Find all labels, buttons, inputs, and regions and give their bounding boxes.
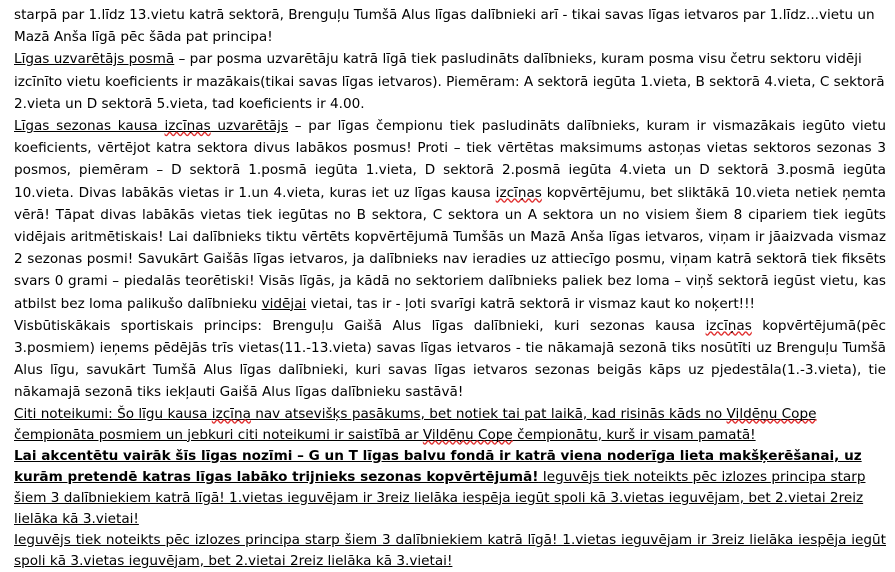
paragraph-prize-fund (14, 446, 886, 530)
stage-winner-heading: Līgas uzvarētājs posmā (14, 51, 175, 68)
lottery-text: Ieguvējs tiek noteikts pēc izlozes principa starp šiem 3 dalībniekiem katrā līgā! 1.vietas ieguvējam ir 3reiz lielāka iespēja iegūt spoli kā 3.vietas ieguvējam, bet 2.vietai 2reiz lielāka kā 3.vietai! (14, 531, 886, 569)
prize-fund-text: Ieguvējs tiek noteikts pēc izlozes principa starp šiem 3 dalībniekiem katrā līgā! 1.vietas ieguvējam ir 3reiz lielāka iespēja iegūt spoli kā 3.vietas ieguvējam, bet 2.vietai 2reiz lielāka kā 3.vietai! (14, 468, 866, 527)
document-body (14, 4, 886, 572)
underlined-word: vidējai (261, 295, 307, 312)
paragraph-lottery (14, 530, 886, 572)
paragraph-stage-winner (14, 48, 886, 115)
prize-fund-bold: Lai akcentētu vairāk šīs līgas nozīmi – G un T līgas balvu fondā ir katrā viena noderīga lieta makšķerēšanai, uz kurām pretendē katras līgas labāko trijnieks sezonas kopvērtējumā! (14, 447, 862, 485)
spellcheck-word: izcīņas (495, 184, 542, 201)
spellcheck-word: Vildēņu Cope (726, 405, 817, 422)
paragraph-intro (14, 4, 886, 48)
spellcheck-word: izcīņa (211, 405, 251, 422)
paragraph-other-rules: Citi noteikumi: Šo līgu kausa izcīņa nav atsevišķs pasākums, bet notiek tai pat laikā, kad risinās kāds no Vildēņu Cope čempionāta posmiem un jebkuri citi noteikumi ir saistībā ar Vildēņu Cope čempionātu, kurš ir visam pamatā! (14, 405, 817, 443)
spellcheck-word: izcīņas (705, 317, 752, 334)
paragraph-season-cup-winner: Līgas sezonas kausa izcīņas uzvarētājs – par līgas čempionu tiek pasludināts dalībnieks, kuram ir vismazākais iegūto vietu koeficients, vērtējot katra sektora divus labākos posmus! Proti – tiek vērtētas maksimums astoņas vietas sektoros sezonas 3 posmos, piemēram – D sektorā 1.posmā iegūta 1.vieta, D sektorā 2.posmā iegūta 4.vieta un D sektorā 3.posmā iegūta 10.vieta. Divas labākās vietas ir 1.un 4.vieta, kuras iet uz līgas kausa izcīņas kopvērtējumu, bet sliktākā 10.vieta netiek ņemta vērā! Tāpat divas labākās vietas tiek iegūtas no B sektora, C sektora un A sektora un no visiem šiem 8 cipariem tiek iegūts vidējais aritmētiskais! Lai dalībnieks tiktu vērtēts kopvērtējumā Tumšās un Mazā Anša līgas ietvaros, viņam ir jāaizvada vismaz 2 sezonas posmi! Savukārt Gaišās līgas ietvaros, ja dalībnieks nav ieradies uz attiecīgo posmu, viņam katrā sektorā tiek fiksēts svars 0 grami – piedalās teorētiski! Visās līgās, ja kādā no sektoriem dalībnieks paliek bez loma – viņš sektorā iegūst vietu, kas atbilst bez loma palikušo dalībnieku vidējai vietai, tas ir - ļoti svarīgi katrā sektorā ir vismaz kaut ko noķert!!! (14, 118, 886, 312)
season-cup-heading: Līgas sezonas kausa izcīņas uzvarētājs (14, 118, 289, 135)
paragraph-sport-principle: Visbūtiskākais sportiskais princips: Brenguļu Gaišā Alus līgas dalībnieki, kuri sezonas kausa izcīņas kopvērtējumā(pēc 3.posmiem) ieņems pēdējās trīs vietas(11.-13.vieta) savas līgas ietvaros - tie nākamajā sezonā tiks nosūtīti uz Brenguļu Tumšā Alus līgu, savukārt Tumšā Alus līgas dalībnieki, kuri savas līgas ietvaros sezonas beigās kāps uz pjedestāla(1.-3.vieta), tie nākamajā sezonā tiks iekļauti Gaišā Alus līgas dalībnieku sastāvā! (14, 317, 886, 401)
stage-winner-text: – par posma uzvarētāju katrā līgā tiek pasludināts dalībnieks, kuram posma visu četru sektoru vidēji izcīnīto vietu koeficients ir mazākais(tikai savas līgas ietvaros). Piemēram: A sektorā iegūta 1.vieta, B sektorā 4.vieta, C sektorā 2.vieta un D sektorā 5.vieta, tad koeficients ir 4.00. (14, 51, 885, 112)
intro-text: starpā par 1.līdz 13.vietu katrā sektorā, Brenguļu Tumšā Alus līgas dalībnieki arī - tikai savas līgas ietvaros par 1.līdz...vietu un Mazā Anša līgā pēc šāda pat principa! (14, 7, 875, 46)
spellcheck-word: Vildēņu Cope (422, 426, 513, 443)
